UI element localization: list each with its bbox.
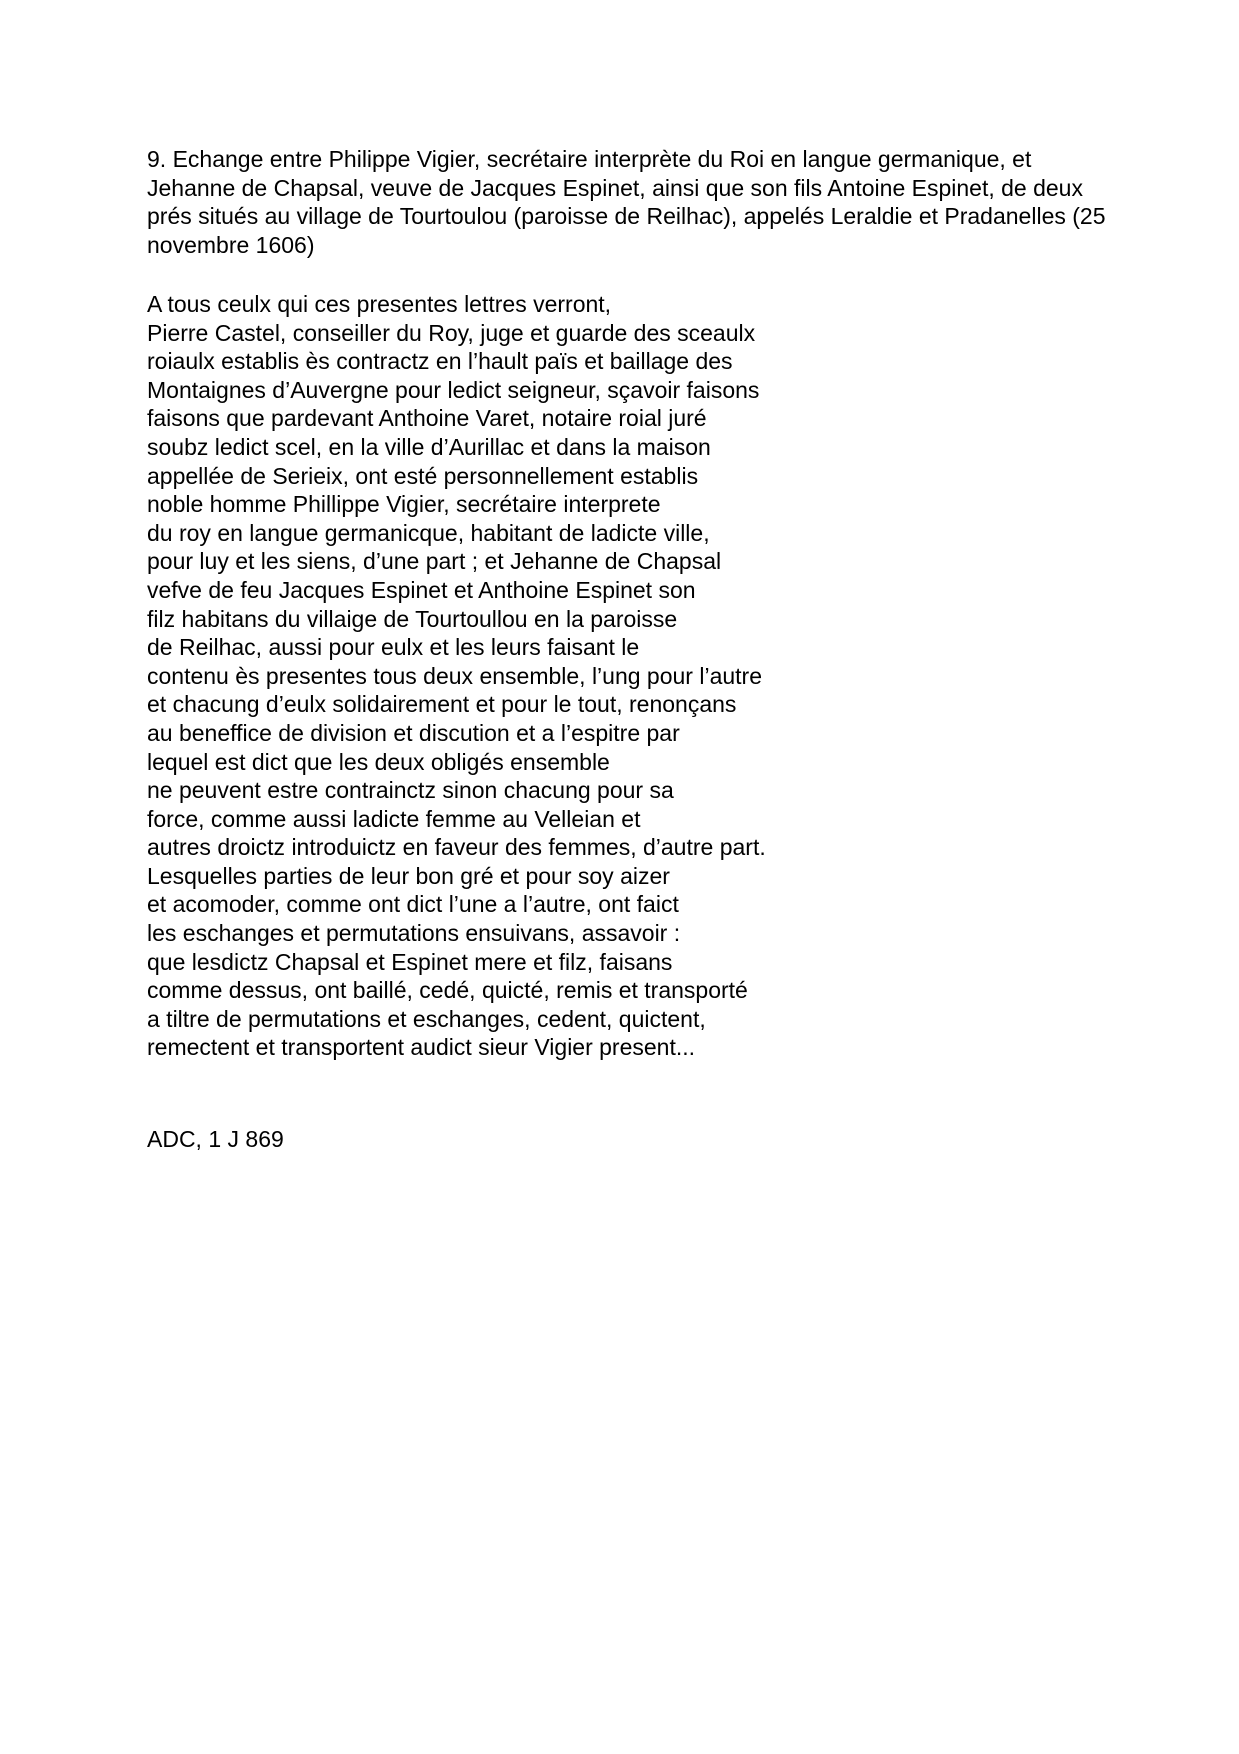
body-line: soubz ledict scel, en la ville d’Aurillac et dans la maison <box>147 433 711 460</box>
body-line: et chacung d’eulx solidairement et pour le tout, renonçans <box>147 691 737 718</box>
body-line: Pierre Castel, conseiller du Roy, juge et guarde des sceaulx <box>147 319 756 346</box>
body-line: remectent et transportent audict sieur Vigier present... <box>147 1034 696 1061</box>
heading-line: Jehanne de Chapsal, veuve de Jacques Espinet, ainsi que son fils Antoine Espinet, de deux <box>147 174 1083 201</box>
heading-line: prés situés au village de Tourtoulou (paroisse de Reilhac), appelés Leraldie et Pradanelles (25 <box>147 203 1106 230</box>
body-line: lequel est dict que les deux obligés ensemble <box>147 748 610 775</box>
body-line: ne peuvent estre contrainctz sinon chacung pour sa <box>147 777 674 804</box>
body-line: Montaignes d’Auvergne pour ledict seigneur, sçavoir faisons <box>147 376 760 403</box>
body-line: autres droictz introduictz en faveur des femmes, d’autre part. <box>147 834 766 861</box>
body-line: et acomoder, comme ont dict l’une a l’autre, ont faict <box>147 891 679 918</box>
body-line: noble homme Phillippe Vigier, secrétaire interprete <box>147 491 661 518</box>
body-line: comme dessus, ont baillé, cedé, quicté, remis et transporté <box>147 977 748 1004</box>
body-line: vefve de feu Jacques Espinet et Anthoine Espinet son <box>147 576 696 603</box>
body-line: contenu ès presentes tous deux ensemble, l’ung pour l’autre <box>147 662 763 689</box>
body-line: que lesdictz Chapsal et Espinet mere et filz, faisans <box>147 948 673 975</box>
heading-line: novembre 1606) <box>147 231 315 258</box>
body-line: pour luy et les siens, d’une part ; et Jehanne de Chapsal <box>147 548 722 575</box>
body-line: roiaulx establis ès contractz en l’hault païs et baillage des <box>147 348 733 375</box>
body-line: les eschanges et permutations ensuivans, assavoir : <box>147 920 681 947</box>
body-line: au beneffice de division et discution et a l’espitre par <box>147 719 680 746</box>
body-line: filz habitans du villaige de Tourtoullou en la paroisse <box>147 605 678 632</box>
body-line: A tous ceulx qui ces presentes lettres verront, <box>147 291 612 317</box>
body-line: a tiltre de permutations et eschanges, cedent, quictent, <box>147 1005 706 1032</box>
body-line: Lesquelles parties de leur bon gré et pour soy aizer <box>147 862 670 889</box>
body-line: de Reilhac, aussi pour eulx et les leurs faisant le <box>147 634 640 661</box>
body-line: du roy en langue germanicque, habitant de ladicte ville, <box>147 519 710 546</box>
body-line: force, comme aussi ladicte femme au Velleian et <box>147 805 641 832</box>
archive-reference: ADC, 1 J 869 <box>147 1126 284 1152</box>
heading-line: 9. Echange entre Philippe Vigier, secrétaire interprète du Roi en langue germanique, et <box>147 146 1032 172</box>
document-heading <box>147 145 1147 259</box>
transcription-body <box>147 290 787 1062</box>
body-line: faisons que pardevant Anthoine Varet, notaire roial juré <box>147 405 707 432</box>
body-line: appellée de Serieix, ont esté personnellement establis <box>147 462 699 489</box>
